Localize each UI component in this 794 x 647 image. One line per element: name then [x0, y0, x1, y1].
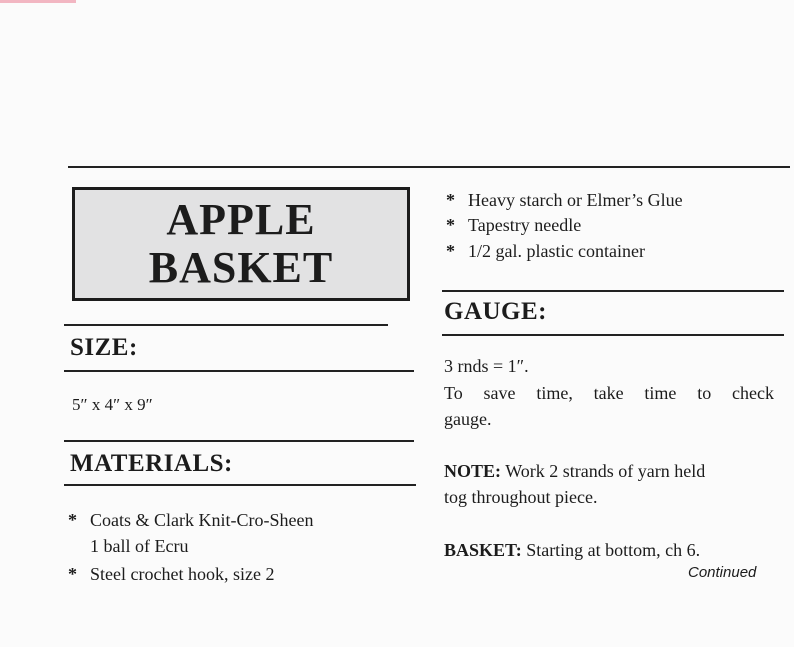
material-item-5-text: 1/2 gal. plastic container [468, 241, 645, 261]
gauge-line-1: 3 rnds = 1″. [444, 356, 529, 376]
title-line-2: BASKET [148, 243, 334, 292]
note-line-2: tog throughout piece. [444, 487, 598, 507]
title-box [72, 187, 410, 301]
material-item-4-text: Tapestry needle [468, 215, 582, 235]
material-item-3 [446, 187, 683, 213]
note-line-1 [444, 458, 705, 484]
size-rule-top [64, 324, 388, 326]
corner-mark [0, 0, 76, 3]
gauge-rule-bottom [442, 334, 784, 336]
note-text-1: Work 2 strands of yarn held [501, 461, 706, 481]
material-item-2-text: Steel crochet hook, size 2 [90, 564, 275, 584]
gauge-line-2: To save time, take time to check [444, 383, 774, 403]
material-item-1-line1: Coats & Clark Knit-Cro-Sheen [90, 510, 314, 530]
size-rule-bottom [64, 370, 414, 372]
basket-line [444, 537, 700, 563]
material-item-1-line2: 1 ball of Ecru [90, 536, 189, 556]
title-line-1: APPLE [166, 195, 316, 244]
materials-rule-top [64, 440, 414, 442]
material-item-4 [446, 212, 581, 238]
bullet-marker: * [68, 564, 77, 584]
material-item-2 [68, 561, 274, 587]
material-item-3-text: Heavy starch or Elmer’s Glue [468, 190, 683, 210]
basket-text: Starting at bottom, ch 6. [521, 540, 701, 560]
gauge-line-3: gauge. [444, 409, 492, 429]
material-item-1 [68, 507, 313, 559]
basket-label: BASKET: [444, 540, 522, 560]
top-rule [68, 166, 790, 168]
bullet-marker: * [446, 215, 455, 235]
gauge-heading: GAUGE: [444, 298, 547, 325]
continued-label: Continued [688, 564, 757, 581]
gauge-rule-top [442, 290, 784, 292]
bullet-marker: * [446, 241, 455, 261]
bullet-marker: * [446, 190, 455, 210]
material-item-5 [446, 238, 645, 264]
bullet-marker: * [68, 510, 77, 530]
materials-rule-bottom [64, 484, 416, 486]
size-heading: SIZE: [70, 334, 138, 361]
note-label: NOTE: [444, 461, 502, 481]
size-value: 5″ x 4″ x 9″ [72, 395, 153, 414]
materials-heading: MATERIALS: [70, 450, 233, 477]
material-item-1-text [90, 507, 313, 559]
